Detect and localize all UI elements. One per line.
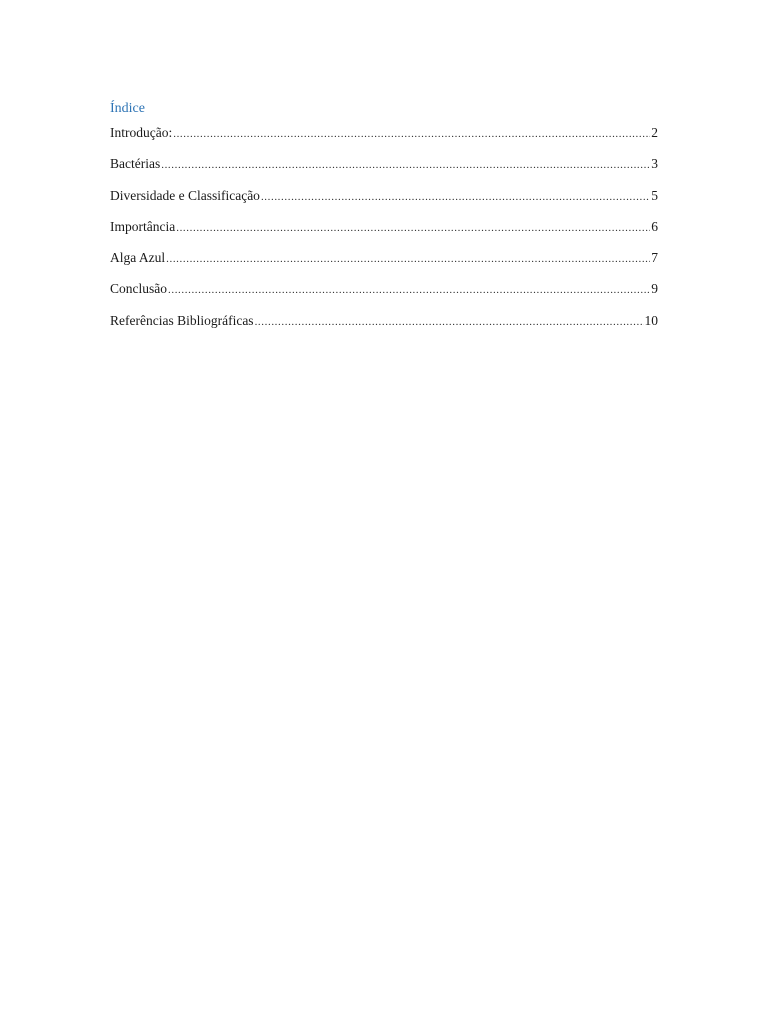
dot-leader xyxy=(166,249,650,269)
table-of-contents xyxy=(110,99,658,342)
toc-entry[interactable] xyxy=(110,186,658,217)
toc-entry[interactable] xyxy=(110,123,658,154)
toc-entry-page: 6 xyxy=(651,218,658,234)
dot-leader xyxy=(168,280,650,300)
toc-entry[interactable] xyxy=(110,279,658,310)
dot-leader xyxy=(173,124,650,144)
toc-entry[interactable] xyxy=(110,217,658,248)
toc-entry-title: Diversidade e Classificação xyxy=(110,187,260,203)
dot-leader xyxy=(176,218,650,238)
toc-entry-title: Bactérias xyxy=(110,156,161,172)
toc-list xyxy=(110,123,658,342)
toc-entry-title: Alga Azul xyxy=(110,250,166,266)
toc-heading: Índice xyxy=(110,101,145,116)
toc-entry-title: Introdução: xyxy=(110,125,173,140)
toc-entry-title: Referências Bibliográficas xyxy=(110,312,254,328)
toc-entry-page: 3 xyxy=(651,156,658,172)
toc-entry[interactable] xyxy=(110,248,658,279)
toc-entry-page: 9 xyxy=(651,281,658,297)
dot-leader xyxy=(161,155,650,175)
toc-entry-title: Conclusão xyxy=(110,281,167,297)
toc-entry-title: Importância xyxy=(110,218,176,234)
toc-entry-page: 7 xyxy=(651,250,658,266)
dot-leader xyxy=(255,312,644,332)
toc-entry[interactable] xyxy=(110,311,658,342)
toc-entry-page: 10 xyxy=(644,312,658,328)
toc-entry-page: 2 xyxy=(651,125,658,140)
toc-entry[interactable] xyxy=(110,154,658,185)
dot-leader xyxy=(261,187,650,207)
toc-entry-page: 5 xyxy=(651,187,658,203)
